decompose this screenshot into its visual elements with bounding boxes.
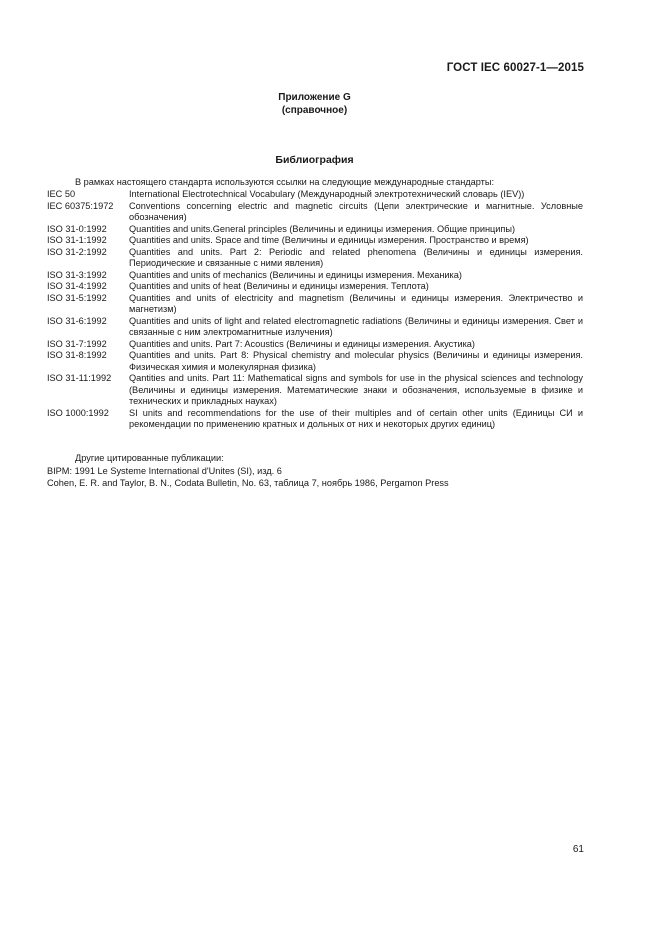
- reference-text: International Electrotechnical Vocabulary (Международный электротехнический словарь (IEV)): [129, 189, 525, 199]
- reference-code: IEC 60375:1972: [47, 200, 114, 211]
- reference-item: [47, 247, 583, 270]
- other-publications-title: Другие цитированные публикации:: [75, 453, 224, 463]
- page-number: 61: [572, 844, 584, 855]
- reference-text: Quantities and units.General principles (Величины и единицы измерения. Общие принципы): [129, 223, 516, 234]
- reference-code: ISO 31-0:1992: [47, 223, 107, 234]
- reference-code: ISO 31-6:1992: [47, 315, 107, 326]
- reference-code: ISO 31-8:1992: [47, 350, 107, 360]
- reference-code: ISO 31-1:1992: [47, 235, 107, 245]
- reference-text: SI units and recommendations for the use of their multiples and of certain other units (Единицы СИ и рекомендации по применению кратных и дольных от них и некоторых других единиц): [129, 407, 583, 429]
- reference-item: [47, 281, 583, 293]
- annex-title: Приложение G: [278, 92, 351, 103]
- reference-item: [47, 189, 583, 201]
- annex-subtitle: (справочное): [281, 105, 348, 116]
- reference-text: Quantities and units. Space and time (Величины и единицы измерения. Пространство и время): [129, 235, 529, 245]
- reference-text: Quantities and units. Part 8: Physical chemistry and molecular physics (Величины и единицы измерения. Физическая химия и молекулярная физика): [129, 350, 583, 372]
- other-publications-list: [47, 465, 449, 489]
- reference-text: Quantities and units of electricity and magnetism (Величины и единицы измерения. Электричество и магнетизм): [129, 292, 583, 314]
- reference-code: ISO 31-3:1992: [47, 269, 107, 280]
- reference-item: [47, 408, 583, 431]
- reference-code: ISO 31-11:1992: [47, 373, 112, 383]
- reference-code: ISO 31-5:1992: [47, 292, 107, 303]
- reference-item: [47, 293, 583, 316]
- other-publication-item: Cohen, E. R. and Taylor, B. N., Codata Bulletin, No. 63, таблица 7, ноябрь 1986, Pergamon Press: [47, 478, 449, 488]
- reference-item: [47, 373, 583, 408]
- reference-item: [47, 316, 583, 339]
- other-publication-item: BIPM: 1991 Le Systeme International d'Unites (SI), изд. 6: [47, 466, 282, 476]
- reference-code: IEC 50: [47, 189, 76, 199]
- reference-code: ISO 31-7:1992: [47, 338, 107, 349]
- standard-code: ГОСТ IEC 60027-1—2015: [446, 62, 584, 74]
- bibliography-intro: В рамках настоящего стандарта используются ссылки на следующие международные стандарты:: [75, 177, 495, 187]
- reference-text: Quantities and units. Part 2: Periodic and related phenomena (Величины и единицы измерения. Периодические и связанные с ними явления): [129, 246, 583, 268]
- reference-code: ISO 31-4:1992: [47, 281, 107, 291]
- reference-text: Conventions concerning electric and magnetic circuits (Цепи электрические и магнитные. Условные обозначения): [129, 200, 583, 222]
- reference-code: ISO 1000:1992: [47, 407, 109, 418]
- reference-item: [47, 201, 583, 224]
- reference-item: [47, 224, 583, 236]
- reference-text: Quantities and units of mechanics (Величины и единицы измерения. Механика): [129, 269, 462, 280]
- reference-item: [47, 350, 583, 373]
- reference-list: [47, 189, 583, 431]
- reference-item: [47, 339, 583, 351]
- reference-code: ISO 31-2:1992: [47, 246, 107, 257]
- reference-text: Qantities and units. Part 11: Mathematical signs and symbols for use in the physical sciences and technology (Величины и единицы измерения. Математические знаки и обозначения, используемые в физике и технических и прикладных науках): [129, 373, 583, 406]
- reference-text: Quantities and units. Part 7: Acoustics (Величины и единицы измерения. Акустика): [129, 338, 475, 349]
- reference-text: Quantities and units of heat (Величины и единицы измерения. Теплота): [129, 281, 429, 291]
- bibliography-title: Библиография: [275, 154, 354, 166]
- reference-text: Quantities and units of light and related electromagnetic radiations (Величины и единицы измерения. Свет и связанные с ним электромагнитные излучения): [129, 315, 583, 337]
- reference-item: [47, 235, 583, 247]
- annex-heading: [0, 91, 629, 117]
- reference-item: [47, 270, 583, 282]
